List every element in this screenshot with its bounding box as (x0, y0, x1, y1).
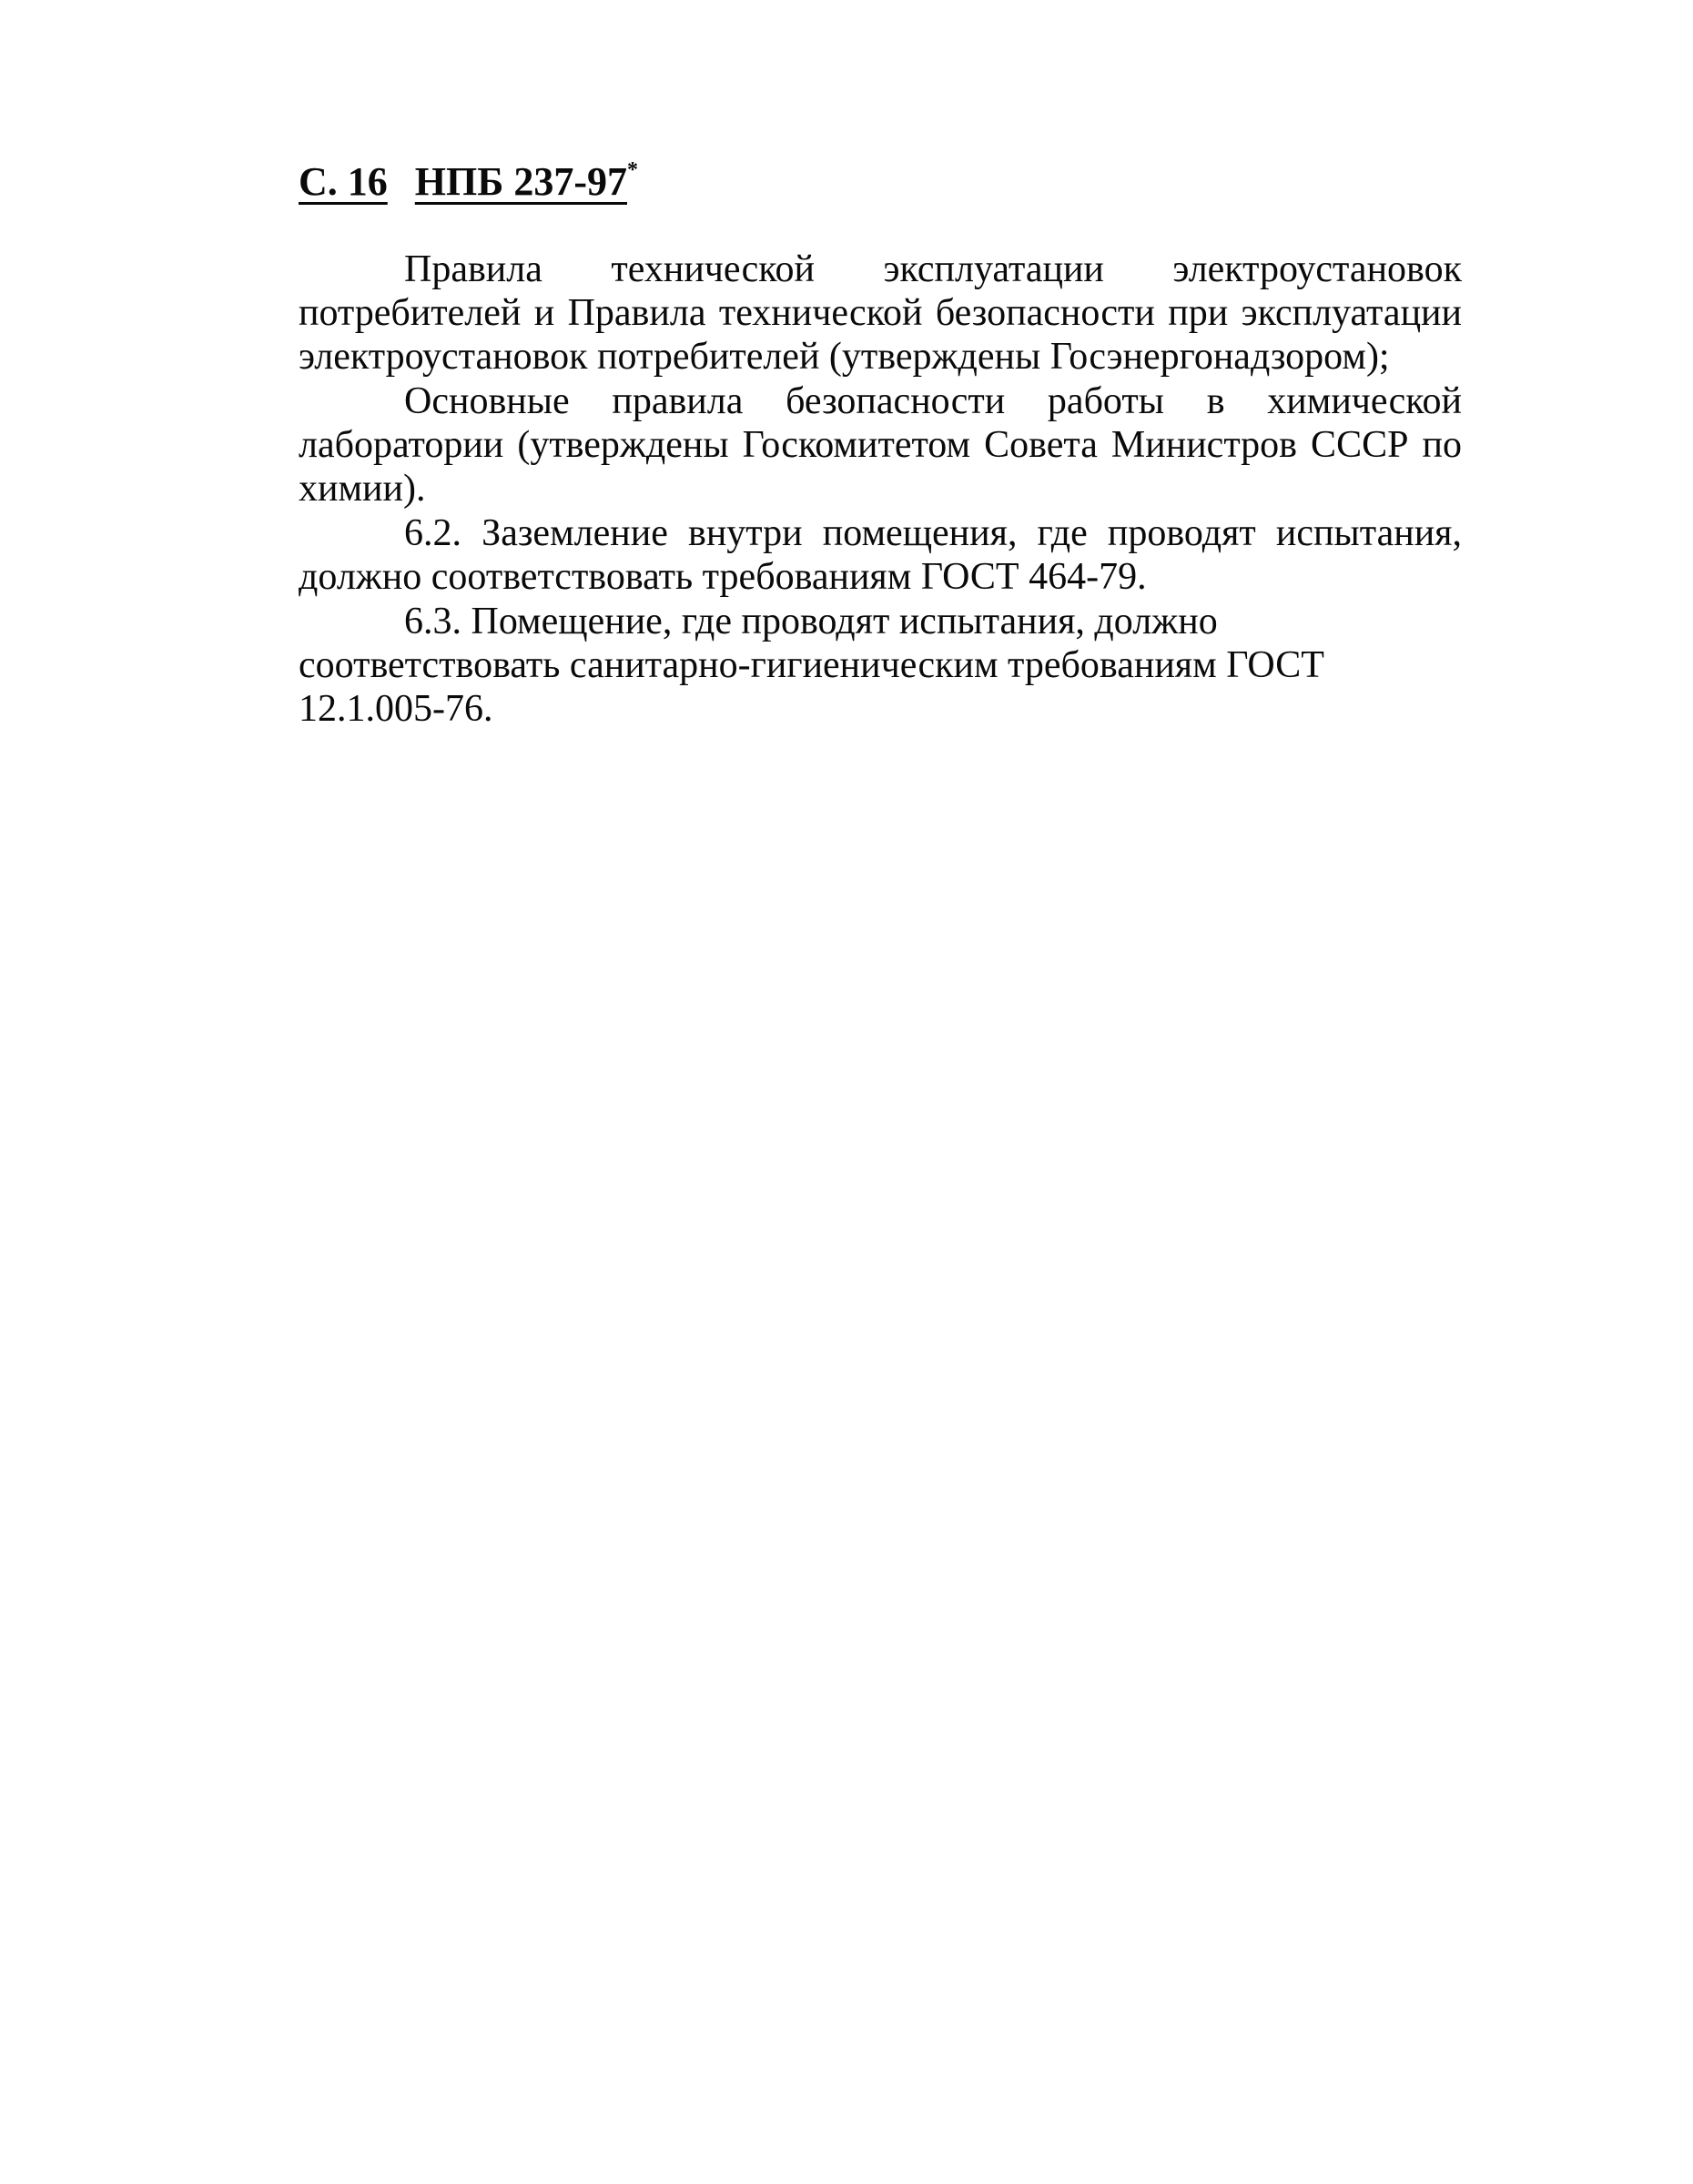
page-label-text: С. 16 (299, 159, 388, 204)
paragraph-chemical-lab-rules: Основные правила безопасности работы в химической лаборатории (утверждены Госкомитетом Совета Министров СССР по химии). (299, 380, 1462, 510)
paragraph-6-2-grounding: 6.2. Заземление внутри помещения, где проводят испытания, должно соответствовать требованиям ГОСТ 464-79. (299, 512, 1462, 598)
page-header (299, 157, 638, 207)
document-body (299, 248, 1462, 732)
paragraph-6-3-sanitary: 6.3. Помещение, где проводят испытания, должно соответствовать санитарно-гигиеническим требованиям ГОСТ 12.1.005-76. (299, 601, 1324, 730)
document-code-mark: * (626, 158, 638, 182)
paragraph-electrical-rules: Правила технической эксплуатации электроустановок потребителей и Правила технической безопасности при эксплуатации электроустановок потребителей (утверждены Госэнергонадзором); (299, 248, 1462, 378)
page-number-label (299, 159, 627, 204)
document-code: НПБ 237-97 (414, 159, 627, 204)
